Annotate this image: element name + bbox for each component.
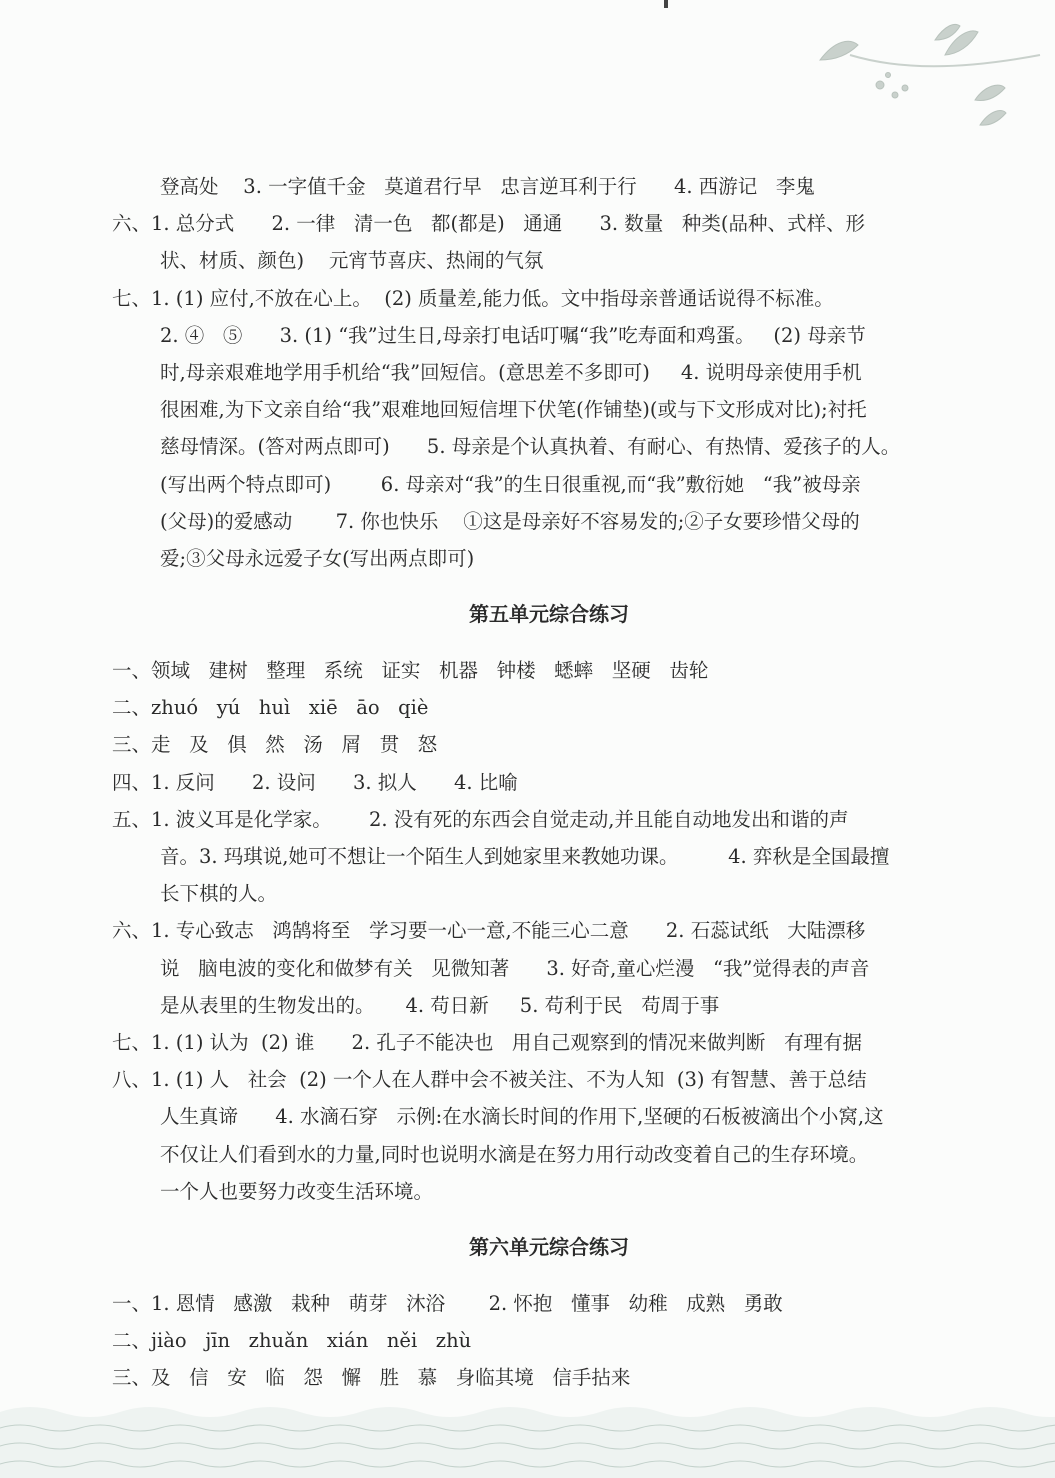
text-line: 七、1. (1) 应付,不放在心上。 (2) 质量差,能力低。文中指母亲普通话说得不标准。 — [112, 286, 834, 310]
text-line: 六、1. 专心致志 鸿鹄将至 学习要一心一意,不能三心二意 2. 石蕊试纸 大陆漂移 — [112, 919, 866, 943]
text-line: 三、及 信 安 临 怨 懈 胜 慕 身临其境 信手拈来 — [112, 1366, 631, 1390]
text-line: 一个人也要努力改变生活环境。 — [160, 1179, 434, 1203]
text-line: 慈母情深。(答对两点即可) 5. 母亲是个认真执着、有耐心、有热情、爱孩子的人。 — [160, 435, 901, 459]
text-line: 二、jiào jīn zhuǎn xián něi zhù — [112, 1329, 472, 1353]
text-line: 2. ④ ⑤ 3. (1) “我”过生日,母亲打电话叮嘱“我”吃寿面和鸡蛋。 (2) 母亲节 — [160, 323, 866, 347]
answer-page — [112, 168, 962, 1396]
text-line: 四、1. 反问 2. 设问 3. 拟人 4. 比喻 — [112, 770, 518, 794]
text-line: 一、领域 建树 整理 系统 证实 机器 钟楼 蟋蟀 坚硬 齿轮 — [112, 659, 709, 683]
text-line: (写出两个特点即可) 6. 母亲对“我”的生日很重视,而“我”敷衍她 “我”被母亲 — [160, 472, 861, 496]
text-line: 一、1. 恩情 感激 栽种 萌芽 沐浴 2. 怀抱 懂事 幼稚 成熟 勇敢 — [112, 1291, 783, 1315]
text-line: 登高处 3. 一字值千金 莫道君行早 忠言逆耳利于行 4. 西游记 李鬼 — [160, 175, 815, 198]
text-line: 状、材质、颜色) 元宵节喜庆、热闹的气氛 — [160, 249, 544, 273]
text-line: 长下棋的人。 — [160, 882, 278, 906]
text-line: 说 脑电波的变化和做梦有关 见微知著 3. 好奇,童心烂漫 “我”觉得表的声音 — [160, 956, 870, 980]
text-line: 很困难,为下文亲自给“我”艰难地回短信埋下伏笔(作铺垫)(或与下文形成对比);衬托 — [160, 398, 867, 422]
text-line: 音。3. 玛琪说,她可不想让一个陌生人到她家里来教她功课。 4. 弈秋是全国最擅 — [160, 845, 890, 868]
text-line: 是从表里的生物发出的。 4. 苟日新 5. 苟利于民 苟周于事 — [160, 993, 720, 1017]
text-line: 五、1. 波义耳是化学家。 2. 没有死的东西会自觉走动,并且能自动地发出和谐的声 — [112, 807, 849, 831]
text-line: 二、zhuó yú huì xiē āo qiè — [112, 696, 429, 720]
section-title: 第五单元综合练习 — [469, 602, 629, 627]
section-title: 第六单元综合练习 — [469, 1234, 629, 1259]
text-line: 六、1. 总分式 2. 一律 清一色 都(都是) 通通 3. 数量 种类(品种、式样、形 — [112, 212, 865, 236]
text-line: 时,母亲艰难地学用手机给“我”回短信。(意思差不多即可) 4. 说明母亲使用手机 — [160, 360, 862, 384]
leaf-decoration — [0, 0, 1055, 140]
text-line: 爱;③父母永远爱子女(写出两点即可) — [160, 546, 475, 570]
text-line: 七、1. (1) 认为 (2) 谁 2. 孔子不能决也 用自己观察到的情况来做判断 有理有据 — [112, 1030, 863, 1054]
text-line: 三、走 及 俱 然 汤 屑 贯 怒 — [112, 733, 438, 757]
text-line: 人生真谛 4. 水滴石穿 示例:在水滴长时间的作用下,坚硬的石板被滴出个小窝,这 — [160, 1105, 884, 1129]
wave-decoration — [0, 1398, 1055, 1478]
text-line: (父母)的爱感动 7. 你也快乐 ①这是母亲好不容易发的;②子女要珍惜父母的 — [160, 509, 860, 533]
text-line: 不仅让人们看到水的力量,同时也说明水滴是在努力用行动改变着自己的生存环境。 — [160, 1142, 869, 1166]
text-line: 八、1. (1) 人 社会 (2) 一个人在人群中会不被关注、不为人知 (3) 有智慧、善于总结 — [112, 1068, 867, 1092]
